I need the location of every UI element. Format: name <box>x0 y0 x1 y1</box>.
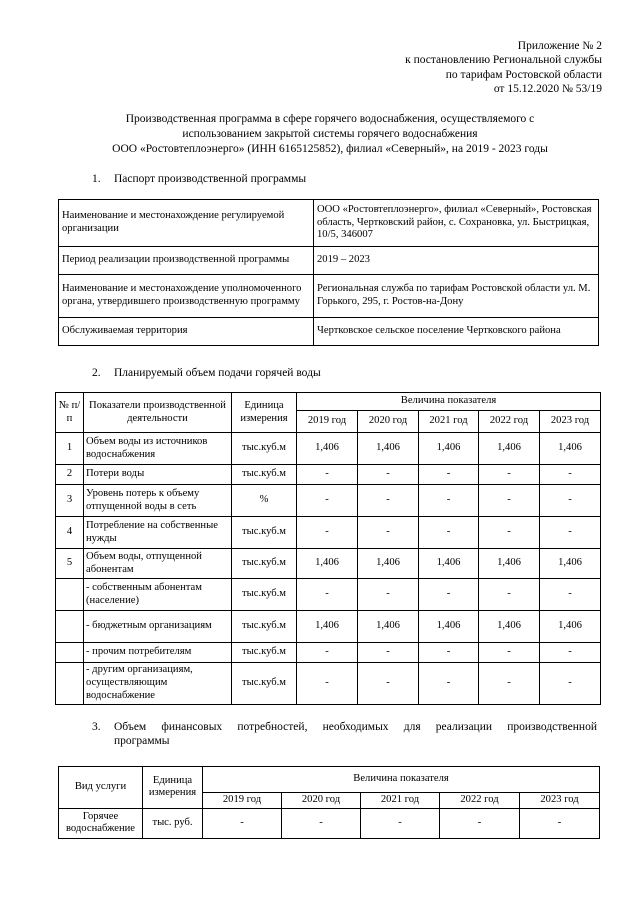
cell-value: 1,406 <box>419 433 479 465</box>
cell-unit: тыс.куб.м <box>232 465 297 485</box>
cell-indicator: - другим организациям, осуществляющим водоснабжение <box>84 663 232 705</box>
cell-value: - <box>479 643 540 663</box>
cell-value: - <box>282 808 361 838</box>
cell-indicator: Потери воды <box>84 465 232 485</box>
annex-header <box>405 39 602 97</box>
table-row <box>56 485 601 517</box>
cell-value: - <box>479 663 540 705</box>
col-header-num: № п/п <box>56 393 84 433</box>
cell-value: - <box>297 517 358 549</box>
cell-value: - <box>419 663 479 705</box>
title-line: ООО «Ростовтеплоэнерго» (ИНН 6165125852), филиал «Северный», на 2019 - 2023 годы <box>112 142 548 155</box>
cell-num <box>56 643 84 663</box>
cell-value: - <box>479 579 540 611</box>
table-row <box>56 579 601 611</box>
cell-value: - <box>540 643 601 663</box>
table-row <box>59 247 599 275</box>
cell-indicator: Потребление на собственные нужды <box>84 517 232 549</box>
passport-value: Региональная служба по тарифам Ростовской области ул. М. Горького, 295, г. Ростов-на-Дону <box>314 275 599 318</box>
table-row <box>59 200 599 247</box>
col-header-value: Величина показателя <box>203 767 600 793</box>
cell-value: - <box>419 579 479 611</box>
cell-value: - <box>358 485 419 517</box>
col-header-service: Вид услуги <box>59 767 143 809</box>
cell-num: 5 <box>56 549 84 579</box>
cell-unit: тыс.куб.м <box>232 611 297 643</box>
cell-value: 1,406 <box>297 433 358 465</box>
col-header-year: 2020 год <box>282 793 361 809</box>
cell-value: - <box>419 517 479 549</box>
header-row <box>59 767 600 793</box>
cell-num: 2 <box>56 465 84 485</box>
cell-value: - <box>540 465 601 485</box>
section-number: 2. <box>92 367 101 379</box>
table-row <box>56 465 601 485</box>
cell-value: - <box>440 808 520 838</box>
title-line: Производственная программа в сфере горячего водоснабжения, осуществляемого с <box>125 113 535 125</box>
passport-label: Наименование и местонахождение уполномоченного органа, утвердившего производственную программу <box>59 275 314 318</box>
cell-num <box>56 663 84 705</box>
col-header-unit: Единица измерения <box>232 393 297 433</box>
cell-value: - <box>358 663 419 705</box>
cell-indicator: - собственным абонентам (население) <box>84 579 232 611</box>
section-1-heading <box>92 172 306 186</box>
table-row <box>59 275 599 318</box>
col-header-unit: Единица измерения <box>143 767 203 809</box>
cell-value: - <box>297 663 358 705</box>
annex-line: по тарифам Ростовской области <box>445 68 602 81</box>
cell-value: - <box>419 485 479 517</box>
annex-line: к постановлению Региональной службы <box>405 54 602 67</box>
cell-value: 1,406 <box>358 433 419 465</box>
section-title-continued: программы <box>114 735 170 748</box>
passport-label: Обслуживаемая территория <box>59 318 314 346</box>
water-supply-table <box>55 392 601 705</box>
cell-value: - <box>419 465 479 485</box>
cell-value: 1,406 <box>479 433 540 465</box>
cell-value: - <box>361 808 440 838</box>
section-number: 3. <box>92 721 101 733</box>
cell-service: Горячее водоснабжение <box>59 808 143 838</box>
cell-value: - <box>540 517 601 549</box>
section-title: Планируемый объем подачи горячей воды <box>114 367 321 379</box>
cell-indicator: - бюджетным организациям <box>84 611 232 643</box>
cell-value: 1,406 <box>358 549 419 579</box>
cell-value: - <box>297 465 358 485</box>
table-row <box>56 517 601 549</box>
col-header-year: 2019 год <box>203 793 282 809</box>
cell-value: - <box>540 485 601 517</box>
cell-indicator: Объем воды, отпущенной абонентам <box>84 549 232 579</box>
cell-unit: тыс.куб.м <box>232 549 297 579</box>
cell-unit: тыс.куб.м <box>232 643 297 663</box>
cell-value: - <box>358 643 419 663</box>
passport-value: ООО «Ростовтеплоэнерго», филиал «Северный», Ростовская область, Чертковский район, с. Сохрановка, ул. Быстрицкая, 10/5, 346007 <box>314 200 599 247</box>
col-header-year: 2023 год <box>520 793 600 809</box>
section-2-heading <box>92 366 321 380</box>
table-row <box>56 433 601 465</box>
col-header-year: 2020 год <box>358 411 419 433</box>
col-header-year: 2019 год <box>297 411 358 433</box>
cell-unit: тыс.куб.м <box>232 579 297 611</box>
cell-value: 1,406 <box>540 611 601 643</box>
cell-value: - <box>479 517 540 549</box>
cell-value: 1,406 <box>540 549 601 579</box>
cell-value: - <box>520 808 600 838</box>
cell-unit: тыс.куб.м <box>232 517 297 549</box>
financial-needs-table <box>58 766 600 839</box>
cell-num: 4 <box>56 517 84 549</box>
cell-value: - <box>358 517 419 549</box>
cell-num: 3 <box>56 485 84 517</box>
section-3-heading <box>92 720 597 748</box>
cell-value: 1,406 <box>419 611 479 643</box>
cell-num <box>56 611 84 643</box>
cell-value: - <box>297 579 358 611</box>
cell-indicator: Объем воды из источников водоснабжения <box>84 433 232 465</box>
cell-value: 1,406 <box>297 549 358 579</box>
col-header-year: 2021 год <box>419 411 479 433</box>
cell-value: 1,406 <box>540 433 601 465</box>
section-title: Паспорт производственной программы <box>114 173 307 185</box>
cell-value: - <box>297 485 358 517</box>
cell-value: - <box>479 465 540 485</box>
passport-table <box>58 199 599 346</box>
cell-value: - <box>358 465 419 485</box>
col-header-value: Величина показателя <box>297 393 601 411</box>
col-header-indicator: Показатели производственной деятельности <box>84 393 232 433</box>
cell-num <box>56 579 84 611</box>
col-header-year: 2022 год <box>440 793 520 809</box>
cell-num: 1 <box>56 433 84 465</box>
cell-value: 1,406 <box>297 611 358 643</box>
col-header-year: 2021 год <box>361 793 440 809</box>
cell-value: - <box>419 643 479 663</box>
table-row <box>56 611 601 643</box>
passport-label: Наименование и местонахождение регулируемой организации <box>59 200 314 247</box>
cell-value: - <box>358 579 419 611</box>
cell-indicator: - прочим потребителям <box>84 643 232 663</box>
table-row <box>56 663 601 705</box>
cell-unit: тыс.куб.м <box>232 663 297 705</box>
cell-unit: % <box>232 485 297 517</box>
document-title <box>60 112 600 157</box>
passport-label: Период реализации производственной программы <box>59 247 314 275</box>
section-title: Объем финансовых потребностей, необходимых для реализации производственной <box>114 721 597 733</box>
cell-value: - <box>540 579 601 611</box>
table-row <box>59 808 600 838</box>
cell-unit: тыс.куб.м <box>232 433 297 465</box>
passport-value: 2019 – 2023 <box>314 247 599 275</box>
cell-value: 1,406 <box>358 611 419 643</box>
cell-indicator: Уровень потерь к объему отпущенной воды в сеть <box>84 485 232 517</box>
header-row <box>56 393 601 411</box>
cell-unit: тыс. руб. <box>143 808 203 838</box>
passport-value: Чертковское сельское поселение Чертковского района <box>314 318 599 346</box>
cell-value: 1,406 <box>419 549 479 579</box>
section-number: 1. <box>92 173 101 185</box>
table-row <box>56 643 601 663</box>
annex-line: Приложение № 2 <box>517 40 602 52</box>
col-header-year: 2023 год <box>540 411 601 433</box>
table-row <box>59 318 599 346</box>
col-header-year: 2022 год <box>479 411 540 433</box>
cell-value: 1,406 <box>479 611 540 643</box>
table-row <box>56 549 601 579</box>
cell-value: - <box>479 485 540 517</box>
title-line: использованием закрытой системы горячего водоснабжения <box>182 127 478 140</box>
cell-value: - <box>203 808 282 838</box>
cell-value: - <box>540 663 601 705</box>
cell-value: - <box>297 643 358 663</box>
cell-value: 1,406 <box>479 549 540 579</box>
annex-line: от 15.12.2020 № 53/19 <box>493 83 602 96</box>
